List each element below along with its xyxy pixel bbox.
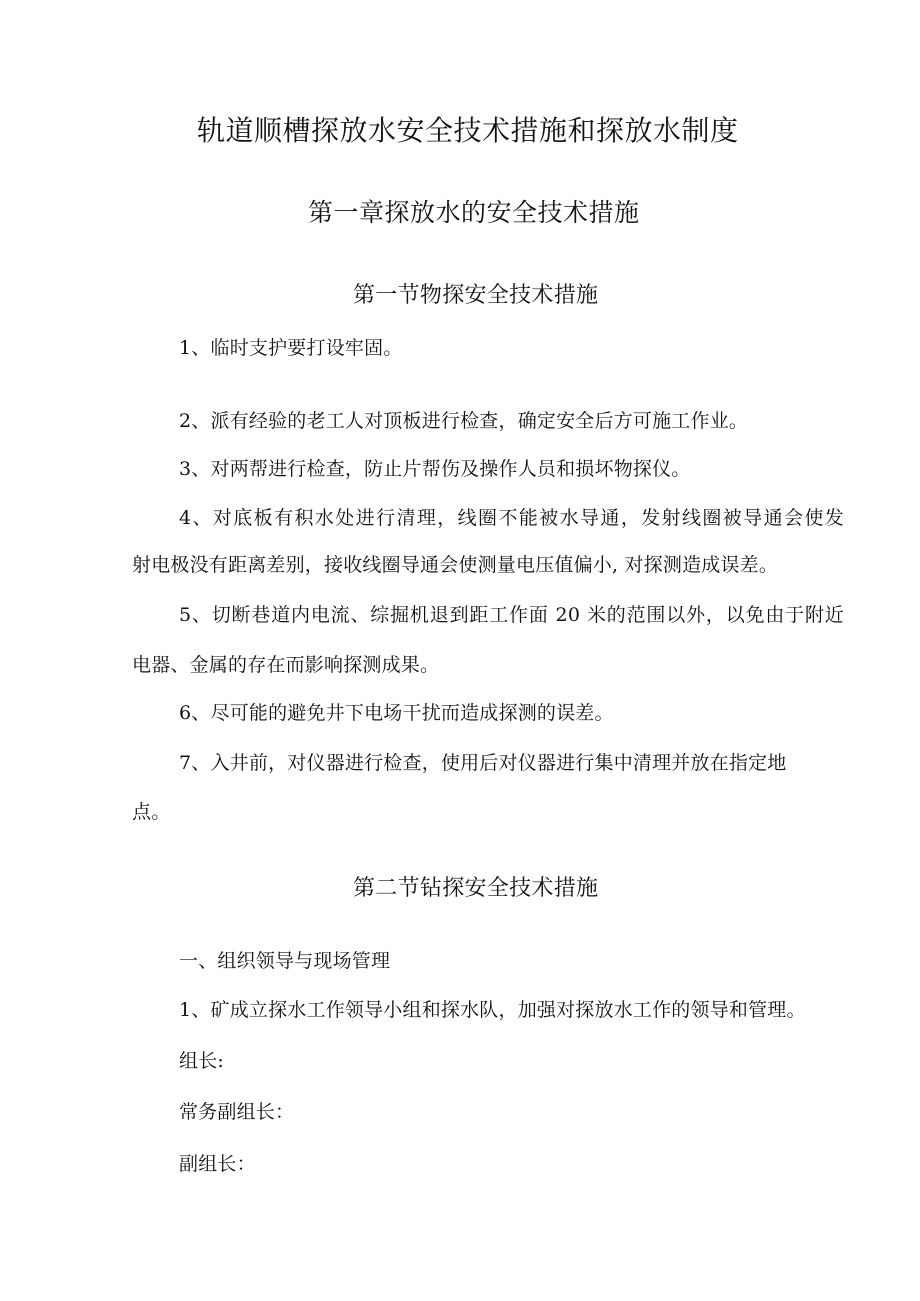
role-label: 组长: bbox=[179, 1050, 225, 1072]
paragraph-line: 5、切断巷道内电流、综掘机退到距工作面 20 米的范围以外，以免由于附近 bbox=[179, 604, 844, 626]
paragraph-line: 射电极没有距离差别，接收线圈导通会使测量电压值偏小, 对探测造成误差。 bbox=[132, 554, 779, 576]
paragraph-line: 6、尽可能的避免井下电场干扰而造成探测的误差。 bbox=[179, 702, 614, 724]
paragraph-line: 1、临时支护要打设牢固。 bbox=[179, 337, 403, 359]
paragraph-line: 3、对两帮进行检查，防止片帮伤及操作人员和损坏物探仪。 bbox=[179, 458, 691, 480]
role-label: 常务副组长： bbox=[179, 1101, 295, 1123]
paragraph-line: 7、入井前，对仪器进行检查，使用后对仪器进行集中清理并放在指定地 bbox=[179, 752, 787, 774]
paragraph-line: 点。 bbox=[132, 801, 171, 823]
paragraph-line: 2、派有经验的老工人对顶板进行检查，确定安全后方可施工作业。 bbox=[179, 410, 749, 432]
document-title: 轨道顺槽探放水安全技术措施和探放水制度 bbox=[197, 114, 739, 147]
paragraph-line: 4、对底板有积水处进行清理，线圈不能被水导通，发射线圈被导通会使发 bbox=[179, 507, 844, 529]
paragraph-line: 电器、金属的存在而影响探测成果。 bbox=[132, 654, 440, 676]
paragraph-line: 1、矿成立探水工作领导小组和探水队，加强对探放水工作的领导和管理。 bbox=[179, 999, 806, 1021]
chapter-heading: 第一章探放水的安全技术措施 bbox=[308, 198, 640, 227]
section-1-heading: 第一节物探安全技术措施 bbox=[353, 283, 599, 308]
subheading: 一、组织领导与现场管理 bbox=[179, 950, 391, 972]
section-2-heading: 第二节钻探安全技术措施 bbox=[353, 876, 599, 901]
role-label: 副组长： bbox=[179, 1153, 256, 1175]
